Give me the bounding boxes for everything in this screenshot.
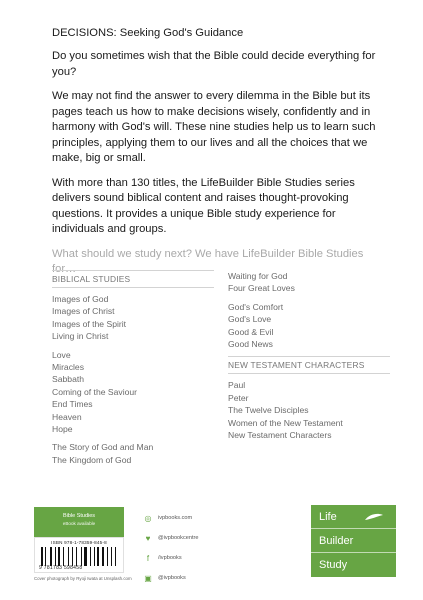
study-title: Women of the New Testament xyxy=(228,417,343,428)
section-heading: BIBLICAL STUDIES xyxy=(52,270,214,288)
social-links xyxy=(143,508,243,588)
intro-question: Do you sometimes wish that the Bible could decide everything for you? xyxy=(52,50,376,78)
study-group xyxy=(228,270,390,295)
social-handle: ivpbooks.com xyxy=(158,515,193,521)
study-title: The Twelve Disciples xyxy=(228,405,309,416)
study-title: The Story of God and Man xyxy=(52,442,154,453)
logo-text: Life xyxy=(319,510,337,523)
social-handle: @ivpbooks xyxy=(158,575,186,581)
leaf-icon xyxy=(364,513,384,521)
logo-text: Study xyxy=(319,559,348,571)
section-heading: NEW TESTAMENT CHARACTERS xyxy=(228,356,390,374)
study-title: Waiting for God xyxy=(228,271,288,281)
study-group xyxy=(52,349,214,436)
study-title: Images of Christ xyxy=(52,306,115,317)
social-link[interactable] xyxy=(143,548,243,568)
study-title: Heaven xyxy=(52,411,82,422)
study-title: Living in Christ xyxy=(52,331,109,342)
right-column xyxy=(228,270,390,447)
logo-text: Builder xyxy=(319,534,354,547)
logo-word xyxy=(311,529,396,553)
social-link[interactable] xyxy=(143,508,243,528)
series-description: With more than 130 titles, the LifeBuilder Bible Studies series delivers sound biblical content and raises thought-provoking questions. It provides a unique Bible study experience for individuals and groups. xyxy=(52,176,355,235)
study-title: New Testament Characters xyxy=(228,430,332,441)
study-title: God's Love xyxy=(228,314,272,325)
badge-title: Bible Studies xyxy=(62,513,96,519)
barcode-number: 9 781783 598458 xyxy=(39,565,83,571)
intro-body: We may not find the answer to every dilemma in the Bible but its pages teach us how to make decisions wisely, confidently and in harmony with God's will. These nine studies help us to learn such principles, applying them to our lives and all the choices that we make, big or small. xyxy=(52,90,376,164)
study-title: The Kingdom of God xyxy=(52,454,132,465)
study-title: Paul xyxy=(228,380,246,391)
study-group xyxy=(52,293,214,343)
facebook-icon: f xyxy=(146,553,150,563)
isbn-text: ISBN 978-1-78359-845-8 xyxy=(51,540,107,545)
study-group xyxy=(52,441,214,466)
study-title: God's Comfort xyxy=(228,301,284,312)
study-title: Good & Evil xyxy=(228,326,274,337)
study-title: End Times xyxy=(52,399,93,410)
logo-word xyxy=(311,505,396,529)
photo-credit: Cover photograph by Ryoji Iwata at Unsplash.com xyxy=(34,576,132,581)
social-link[interactable] xyxy=(143,568,243,588)
lifebuilder-logo xyxy=(311,505,396,577)
intro-section xyxy=(52,26,390,278)
web-icon: ◎ xyxy=(144,513,152,523)
barcode-bars xyxy=(41,547,119,566)
study-title: Images of God xyxy=(52,294,109,304)
barcode xyxy=(34,537,124,573)
biblical-studies-column xyxy=(52,270,214,472)
study-title: Peter xyxy=(228,392,249,403)
study-title: Images of the Spirit xyxy=(52,318,127,329)
social-handle: /ivpbooks xyxy=(158,555,182,561)
logo-word xyxy=(311,553,396,577)
instagram-icon: ▣ xyxy=(144,573,152,583)
study-title: Sabbath xyxy=(52,374,85,385)
study-title: Love xyxy=(52,349,71,360)
book-title: DECISIONS: Seeking God's Guidance xyxy=(52,27,244,39)
twitter-icon: ♥ xyxy=(145,533,151,543)
social-link[interactable] xyxy=(143,528,243,548)
study-title: Coming of the Saviour xyxy=(52,386,138,397)
ebook-badge xyxy=(34,507,124,537)
badge-subtitle: eBook available xyxy=(62,521,96,526)
study-group xyxy=(228,301,390,351)
study-title: Miracles xyxy=(52,362,84,373)
study-title: Good News xyxy=(228,339,273,350)
study-title: Hope xyxy=(52,424,73,435)
study-group xyxy=(228,379,390,441)
social-handle: @ivpbookcentre xyxy=(158,535,199,541)
next-study-prompt: What should we study next? We have LifeBuilder Bible Studies for… xyxy=(52,247,364,275)
study-title: Four Great Loves xyxy=(228,283,295,294)
